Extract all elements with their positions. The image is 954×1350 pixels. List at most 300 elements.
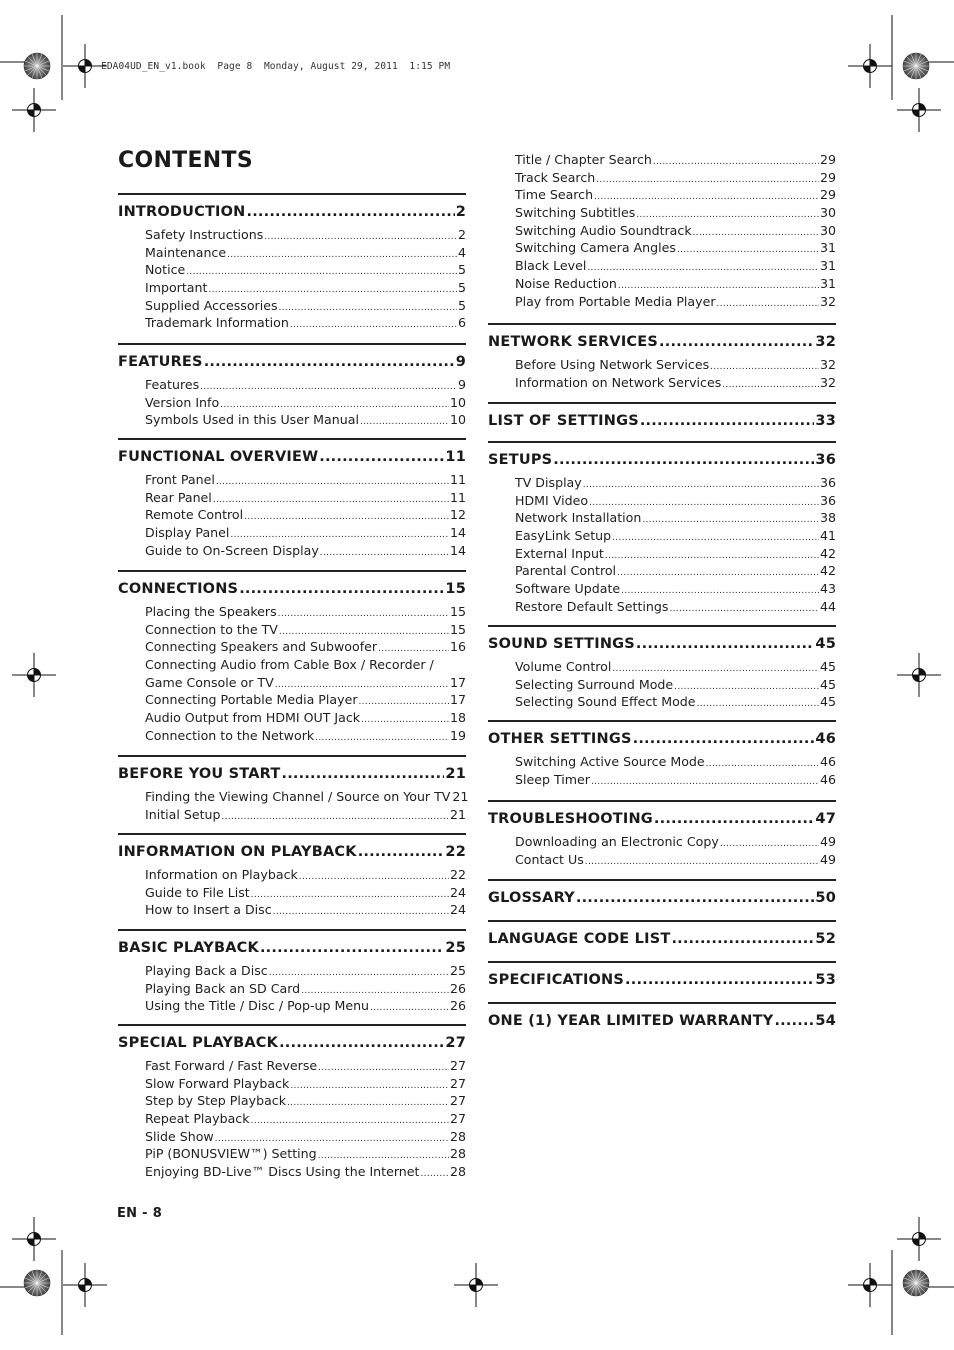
toc-entry-label: Fast Forward / Fast Reverse: [145, 1058, 318, 1073]
toc-entry-page: 24: [449, 884, 466, 900]
toc-entry-label: Placing the Speakers: [145, 604, 277, 619]
toc-entry[interactable]: [515, 563, 836, 581]
toc-entry[interactable]: [145, 395, 466, 413]
toc-entry[interactable]: [145, 525, 466, 543]
dot-leader: [281, 766, 444, 782]
toc-entry-label: Parental Control: [515, 563, 617, 579]
dot-leader: [222, 812, 449, 822]
toc-entry-label: Playing Back a Disc: [145, 963, 268, 978]
toc-entry-label: TV Display: [515, 475, 582, 490]
toc-entry[interactable]: [145, 280, 466, 298]
toc-entry-label: Noise Reduction: [515, 275, 617, 291]
toc-entry[interactable]: [515, 599, 836, 617]
toc-section-title: INTRODUCTION: [118, 204, 246, 220]
toc-entry[interactable]: [145, 789, 469, 807]
toc-entry-page: 19: [449, 727, 466, 743]
toc-entry-label: Title / Chapter Search: [515, 152, 652, 167]
toc-section-title: TROUBLESHOOTING: [488, 811, 653, 827]
toc-section-heading[interactable]: [118, 581, 466, 601]
toc-entry-page: 21: [449, 806, 466, 822]
toc-entry-list: [118, 1058, 466, 1182]
dot-leader: [722, 380, 819, 390]
toc-section: [118, 193, 466, 333]
toc-entry[interactable]: [515, 493, 836, 511]
dot-leader: [360, 417, 449, 427]
toc-entry-label: Slow Forward Playback: [145, 1075, 290, 1091]
dot-leader: [290, 320, 457, 330]
toc-entry[interactable]: [145, 807, 466, 825]
dot-leader: [216, 477, 449, 487]
toc-section-page: 32: [815, 334, 836, 350]
toc-entry-page: 2: [457, 227, 466, 242]
toc-entry[interactable]: [515, 581, 836, 599]
toc-entry-page: 11: [449, 489, 466, 505]
toc-section-title: LANGUAGE CODE LIST: [488, 931, 671, 947]
toc-entry-page: 29: [819, 187, 836, 203]
toc-entry-label: Selecting Sound Effect Mode: [515, 694, 696, 710]
toc-entry[interactable]: [145, 675, 466, 693]
dot-leader: [636, 636, 815, 652]
toc-section: [488, 402, 836, 433]
toc-section: [118, 755, 469, 824]
toc-entry-page: 27: [449, 1093, 466, 1109]
toc-entry-page: 36: [819, 475, 836, 490]
dot-leader: [553, 452, 814, 468]
toc-section-heading[interactable]: [118, 844, 466, 864]
toc-section-page: 33: [815, 413, 836, 429]
dot-leader: [669, 604, 819, 614]
toc-entry[interactable]: [145, 543, 466, 561]
toc-section-page: 27: [445, 1035, 466, 1051]
toc-entry-label: Before Using Network Services: [515, 357, 710, 372]
toc-entry-label: Version Info: [145, 394, 220, 410]
page-number: EN - 8: [117, 1206, 163, 1221]
toc-entry-label: Connection to the TV: [145, 621, 278, 637]
toc-entry[interactable]: [515, 294, 836, 312]
toc-entry-label: Safety Instructions: [145, 227, 264, 242]
toc-entry-page: 14: [449, 542, 466, 558]
toc-entry-label: Audio Output from HDMI OUT Jack: [145, 710, 361, 726]
toc-entry[interactable]: [145, 412, 466, 430]
dot-leader: [204, 354, 455, 370]
toc-entry-page: 28: [449, 1128, 466, 1144]
toc-entry-label: Guide to On-Screen Display: [145, 542, 319, 558]
toc-entry-page: 45: [819, 659, 836, 674]
toc-entry[interactable]: [145, 262, 466, 280]
toc-entry-label: Contact Us: [515, 851, 584, 867]
toc-entry[interactable]: [515, 187, 836, 205]
toc-section-heading[interactable]: [118, 1035, 466, 1055]
dot-leader: [186, 267, 457, 277]
dot-leader: [589, 498, 819, 508]
toc-entry-page: 6: [457, 315, 466, 331]
toc-entry-line: [145, 657, 466, 675]
toc-entry[interactable]: [515, 834, 836, 852]
toc-entry-list: [488, 152, 836, 311]
toc-entry-label: Symbols Used in this User Manual: [145, 412, 359, 428]
toc-section-title: BASIC PLAYBACK: [118, 940, 259, 956]
dot-leader: [612, 664, 819, 674]
dot-leader: [273, 907, 449, 917]
toc-entry[interactable]: [515, 546, 836, 564]
toc-section-page: 22: [445, 844, 466, 860]
toc-entry-page: 5: [457, 280, 466, 296]
toc-entry-page: 21: [452, 789, 469, 804]
toc-entry[interactable]: [145, 902, 466, 920]
toc-entry[interactable]: [145, 315, 466, 333]
dot-leader: [674, 682, 819, 692]
toc-entry[interactable]: [515, 258, 836, 276]
dot-leader: [774, 1013, 814, 1029]
dot-leader: [583, 480, 819, 490]
toc-entry[interactable]: [145, 728, 466, 746]
toc-entry[interactable]: [515, 510, 836, 528]
toc-entry-page: 15: [449, 604, 466, 619]
toc-section-title: SOUND SETTINGS: [488, 636, 635, 652]
toc-section: [488, 961, 836, 992]
toc-section-heading[interactable]: [118, 940, 466, 960]
toc-entry-page: 46: [819, 754, 836, 769]
toc-entry-label: Connection to the Network: [145, 727, 315, 743]
toc-entry-list: [118, 472, 466, 560]
toc-section-heading[interactable]: [488, 334, 836, 354]
toc-entry-label: Guide to File List: [145, 884, 250, 900]
toc-entry-label: Connecting Speakers and Subwoofer: [145, 639, 378, 655]
toc-entry-page: 36: [819, 492, 836, 508]
toc-entry-label: HDMI Video: [515, 492, 589, 508]
toc-entry-page: 27: [449, 1111, 466, 1127]
dot-leader: [653, 157, 819, 167]
dot-leader: [633, 731, 815, 747]
toc-entry-page: 10: [449, 412, 466, 428]
toc-entry[interactable]: [515, 677, 836, 695]
toc-entry[interactable]: [515, 659, 836, 677]
toc-entry[interactable]: [145, 1111, 466, 1129]
toc-entry-page: 32: [819, 374, 836, 390]
dot-leader: [706, 759, 819, 769]
toc-entry[interactable]: [515, 205, 836, 223]
toc-entry[interactable]: [145, 245, 466, 263]
toc-entry[interactable]: [515, 772, 836, 790]
toc-entry-list: [488, 659, 836, 712]
toc-entry[interactable]: [145, 710, 466, 728]
toc-section: [118, 570, 466, 746]
toc-section: [488, 323, 836, 392]
dot-leader: [671, 931, 814, 947]
toc-entry-list: [488, 357, 836, 392]
dot-leader: [227, 250, 457, 260]
dot-leader: [247, 204, 455, 220]
dot-leader: [621, 586, 819, 596]
toc-entry[interactable]: [145, 1129, 466, 1147]
toc-entry-label: Finding the Viewing Channel / Source on Your TV: [145, 789, 451, 804]
dot-leader: [587, 263, 819, 273]
toc-section: [488, 720, 836, 789]
toc-entry-page: 43: [819, 581, 836, 597]
toc-section: [488, 1002, 836, 1033]
toc-entry[interactable]: [515, 276, 836, 294]
toc-section: [488, 879, 836, 910]
toc-entry[interactable]: [145, 639, 466, 657]
toc-entry[interactable]: [145, 867, 466, 885]
toc-section-heading[interactable]: [488, 636, 836, 656]
toc-entry[interactable]: [145, 622, 466, 640]
dot-leader: [640, 413, 815, 429]
dot-leader: [279, 627, 449, 637]
toc-section-page: 36: [815, 452, 836, 468]
dot-leader: [605, 551, 819, 561]
toc-section-title: LIST OF SETTINGS: [488, 413, 639, 429]
toc-section-title: FUNCTIONAL OVERVIEW: [118, 449, 319, 465]
toc-entry-label: Selecting Surround Mode: [515, 676, 674, 692]
dot-leader: [617, 568, 819, 578]
dot-leader: [596, 175, 819, 185]
toc-entry[interactable]: [145, 298, 466, 316]
toc-section: [118, 929, 466, 1016]
toc-entry[interactable]: [145, 507, 466, 525]
toc-entry-label: Downloading an Electronic Copy: [515, 834, 719, 849]
toc-entry-label: PiP (BONUSVIEW™) Setting: [145, 1146, 317, 1162]
toc-entry-label: Black Level: [515, 258, 587, 274]
toc-section-title: CONNECTIONS: [118, 581, 239, 597]
toc-section-page: 54: [815, 1013, 836, 1029]
toc-entry-page: 45: [819, 676, 836, 692]
toc-section-title: BEFORE YOU START: [118, 766, 281, 782]
toc-section-heading[interactable]: [488, 1013, 836, 1033]
toc-entry-page: 46: [819, 771, 836, 787]
dot-leader: [720, 839, 819, 849]
toc-entry-page: 49: [819, 851, 836, 867]
toc-section-page: 2: [455, 204, 466, 220]
toc-entry-label: Time Search: [515, 187, 594, 203]
toc-entry-page: 25: [449, 963, 466, 978]
toc-entry-page: 16: [449, 639, 466, 655]
toc-section-page: 11: [445, 449, 466, 465]
toc-section: [488, 920, 836, 951]
toc-entry-page: 30: [819, 205, 836, 221]
toc-entry[interactable]: [145, 377, 466, 395]
toc-entry-label: Switching Active Source Mode: [515, 754, 705, 769]
toc-entry-label: Repeat Playback: [145, 1111, 250, 1127]
toc-entry-page: 29: [819, 169, 836, 185]
dot-leader: [585, 857, 819, 867]
toc-section-title: OTHER SETTINGS: [488, 731, 632, 747]
dot-leader: [260, 940, 444, 956]
toc-entry-label: External Input: [515, 545, 604, 561]
dot-leader: [318, 1151, 449, 1161]
toc-section-heading[interactable]: [118, 354, 466, 374]
toc-entry-label: Volume Control: [515, 659, 612, 674]
toc-entry-label: Using the Title / Disc / Pop-up Menu: [145, 998, 370, 1014]
toc-section-title: SETUPS: [488, 452, 553, 468]
dot-leader: [359, 697, 449, 707]
dot-leader: [612, 533, 819, 543]
toc-entry[interactable]: [515, 528, 836, 546]
toc-entry-label: Trademark Information: [145, 315, 289, 331]
dot-leader: [264, 232, 457, 242]
toc-entry[interactable]: [145, 981, 466, 999]
toc-entry[interactable]: [145, 490, 466, 508]
toc-section: [488, 441, 836, 617]
toc-entry[interactable]: [145, 998, 466, 1016]
toc-entry-page: 24: [449, 902, 466, 918]
dot-leader: [208, 285, 457, 295]
toc-section-page: 25: [445, 940, 466, 956]
toc-entry-label: Notice: [145, 262, 186, 278]
dot-leader: [275, 680, 449, 690]
toc-section-heading[interactable]: [488, 731, 836, 751]
toc-section-heading[interactable]: [118, 449, 466, 469]
dot-leader: [654, 811, 814, 827]
toc-entry[interactable]: [145, 604, 466, 622]
dot-leader: [618, 281, 819, 291]
toc-entry[interactable]: [515, 240, 836, 258]
toc-entry-label: Features: [145, 377, 200, 392]
toc-entry-page: 11: [449, 472, 466, 487]
toc-section-page: 15: [445, 581, 466, 597]
toc-section-heading[interactable]: [118, 204, 466, 224]
toc-section-title: SPECIFICATIONS: [488, 972, 625, 988]
toc-entry[interactable]: [515, 694, 836, 712]
toc-section-page: 52: [815, 931, 836, 947]
toc-entry-label: Playing Back an SD Card: [145, 980, 301, 996]
toc-section-page: 9: [455, 354, 466, 370]
toc-entry[interactable]: [145, 1058, 466, 1076]
dot-leader: [697, 699, 819, 709]
toc-entry-label: Front Panel: [145, 472, 215, 487]
toc-entry[interactable]: [145, 472, 466, 490]
toc-section-page: 45: [815, 636, 836, 652]
toc-entry-list: [118, 227, 466, 333]
toc-section: [488, 152, 836, 311]
toc-section-title: NETWORK SERVICES: [488, 334, 659, 350]
toc-entry[interactable]: [515, 852, 836, 870]
toc-entry-page: 28: [449, 1146, 466, 1162]
toc-entry-label: Connecting Audio from Cable Box / Recorder /: [145, 657, 434, 673]
toc-section-title: ONE (1) YEAR LIMITED WARRANTY: [488, 1013, 774, 1029]
toc-section-heading[interactable]: [488, 931, 836, 951]
dot-leader: [319, 449, 444, 465]
toc-entry[interactable]: [145, 1093, 466, 1111]
toc-entry[interactable]: [515, 152, 836, 170]
toc-entry-label: Enjoying BD-Live™ Discs Using the Internet: [145, 1164, 420, 1180]
toc-entry-page: 17: [449, 692, 466, 708]
toc-entry-label: Step by Step Playback: [145, 1093, 286, 1109]
dot-leader: [591, 777, 819, 787]
toc-section-heading[interactable]: [488, 452, 836, 472]
toc-entry-page: 26: [449, 998, 466, 1014]
toc-entry[interactable]: [515, 170, 836, 188]
toc-entry-label: Restore Default Settings: [515, 598, 669, 614]
toc-entry-page: 30: [819, 222, 836, 238]
toc-section-title: FEATURES: [118, 354, 203, 370]
dot-leader: [576, 890, 815, 906]
dot-leader: [279, 1035, 444, 1051]
dot-leader: [710, 362, 819, 372]
dot-leader: [693, 228, 819, 238]
toc-section-heading[interactable]: [488, 413, 836, 433]
dot-leader: [370, 1003, 449, 1013]
toc-section-heading[interactable]: [488, 811, 836, 831]
toc-entry-page: 12: [449, 507, 466, 523]
toc-entry-label: Play from Portable Media Player: [515, 293, 716, 309]
toc-entry-page: 41: [819, 528, 836, 544]
toc-entry-label: Remote Control: [145, 507, 244, 523]
toc-entry-label: Important: [145, 280, 208, 296]
toc-entry[interactable]: [515, 475, 836, 493]
dot-leader: [717, 299, 819, 309]
toc-section-title: GLOSSARY: [488, 890, 575, 906]
toc-entry-page: 32: [819, 293, 836, 309]
toc-entry-page: 22: [449, 867, 466, 882]
toc-section: [488, 800, 836, 869]
toc-entry[interactable]: [145, 885, 466, 903]
toc-entry-page: 29: [819, 152, 836, 167]
toc-entry-label: EasyLink Setup: [515, 528, 612, 544]
toc-entry-label: Sleep Timer: [515, 771, 590, 787]
toc-section: [118, 343, 466, 430]
toc-entry-label: Network Installation: [515, 510, 642, 526]
toc-section-heading[interactable]: [488, 972, 836, 992]
toc-entry-list: [118, 963, 466, 1016]
toc-entry[interactable]: [515, 357, 836, 375]
dot-leader: [244, 512, 449, 522]
toc-entry[interactable]: [515, 223, 836, 241]
dot-leader: [239, 581, 444, 597]
toc-section-heading[interactable]: [118, 766, 466, 786]
toc-entry-label: Switching Camera Angles: [515, 240, 676, 256]
toc-entry[interactable]: [145, 963, 466, 981]
toc-entry-list: [488, 834, 836, 869]
toc-entry-page: 49: [819, 834, 836, 849]
toc-entry[interactable]: [515, 375, 836, 393]
toc-entry-label: Software Update: [515, 581, 621, 597]
toc-entry[interactable]: [515, 754, 836, 772]
toc-entry-label: How to Insert a Disc: [145, 902, 272, 918]
toc-entry-page: 38: [819, 510, 836, 526]
dot-leader: [279, 303, 457, 313]
toc-entry-page: 45: [819, 694, 836, 710]
toc-entry[interactable]: [145, 1076, 466, 1094]
toc-entry-label: Connecting Portable Media Player: [145, 692, 358, 708]
toc-entry[interactable]: [145, 692, 466, 710]
toc-entry-page: 18: [449, 710, 466, 726]
dot-leader: [251, 890, 449, 900]
toc-entry[interactable]: [145, 227, 466, 245]
toc-entry-label-cont: Game Console or TV: [145, 674, 274, 690]
dot-leader: [625, 972, 814, 988]
toc-entry-label: Switching Audio Soundtrack: [515, 222, 692, 238]
toc-entry-page: 31: [819, 275, 836, 291]
toc-entry-page: 31: [819, 240, 836, 256]
dot-leader: [301, 986, 449, 996]
toc-entry-list: [488, 475, 836, 617]
toc-entry-page: 31: [819, 258, 836, 274]
toc-entry-label: Slide Show: [145, 1128, 214, 1144]
toc-entry-page: 4: [457, 244, 466, 260]
toc-section-heading[interactable]: [488, 890, 836, 910]
dot-leader: [358, 844, 445, 860]
toc-section-page: 50: [815, 890, 836, 906]
dot-leader: [230, 530, 449, 540]
toc-entry[interactable]: [145, 1146, 466, 1164]
dot-leader: [642, 515, 819, 525]
toc-section-page: 47: [815, 811, 836, 827]
toc-entry[interactable]: [145, 1164, 466, 1182]
dot-leader: [287, 1098, 449, 1108]
toc-entry-label: Supplied Accessories: [145, 297, 278, 313]
toc-entry-list: [118, 867, 466, 920]
